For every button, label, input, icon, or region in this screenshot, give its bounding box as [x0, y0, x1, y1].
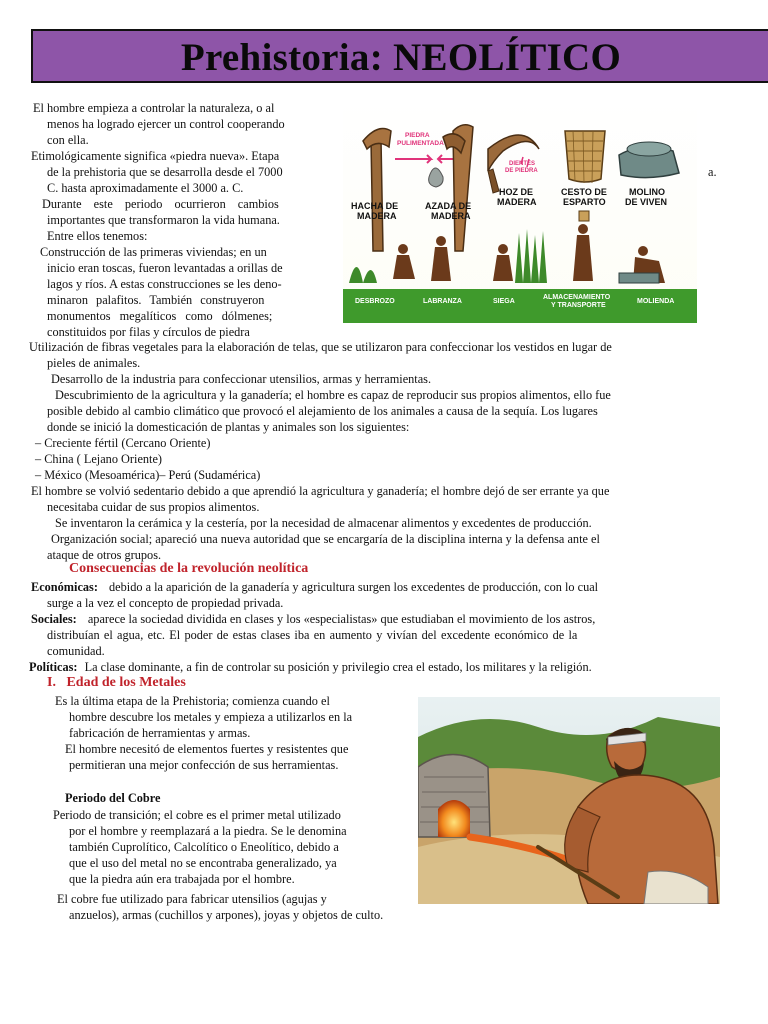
- economicas-text: debido a la aparición de la ganadería y agricultura surgen los excedentes de producción, con lo cual: [109, 580, 599, 594]
- strip-almacenamiento: ALMACENAMIENTO: [543, 294, 611, 301]
- cobre-line: también Cuprolítico, Calcolítico o Eneolítico, debido a: [69, 840, 339, 854]
- cobre-line: Periodo de transición; el cobre es el primer metal utilizado: [53, 808, 341, 822]
- intro-line: minaron palafitos. También construyeron: [47, 293, 265, 307]
- label-hacha: MADERA: [357, 211, 397, 221]
- politicas-text: La clase dominante, a fin de controlar su posición y privilegio crea el estado, los militares y la religión.: [84, 660, 592, 674]
- cobre-line: que el uso del metal no se encontraba generalizado, ya: [69, 856, 337, 870]
- label-molino: DE VIVEN: [625, 197, 668, 207]
- intro-line: de la prehistoria que se desarrolla desde el 7000: [47, 165, 283, 179]
- section-heading: Consecuencias de la revolución neolítica: [69, 561, 309, 576]
- metales-line: permitieran una mejor confección de sus herramientas.: [69, 758, 339, 772]
- intro-line: Construcción de las primeras viviendas; en un: [40, 245, 267, 259]
- label-sociales: Sociales:: [31, 612, 77, 626]
- body-line: Descubrimiento de la agricultura y la ganadería; el hombre es capaz de reproducir sus propios alimentos, ello fue: [55, 388, 611, 402]
- label-piedra: PIEDRA: [405, 132, 430, 139]
- intro-line: constituidos por filas y círculos de piedra: [47, 325, 250, 339]
- label-azada: AZADA DE: [425, 201, 472, 211]
- metales-line: fabricación de herramientas y armas.: [69, 726, 251, 740]
- intro-line: Etimológicamente significa «piedra nueva». Etapa: [31, 149, 280, 163]
- intro-line: con ella.: [47, 133, 89, 147]
- label-azada: MADERA: [431, 211, 471, 221]
- label-pulimentada: PULIMENTADA: [397, 140, 444, 147]
- strip-labranza: LABRANZA: [423, 298, 462, 305]
- body-line: El hombre se volvió sedentario debido a que aprendió la agricultura y ganadería; el hombre dejó de ser errante ya que: [31, 484, 610, 498]
- sociales-text: aparece la sociedad dividida en clases y los «especialistas» que estudiaban el movimiento de los astros,: [87, 612, 596, 626]
- label-hoz: HOZ DE: [499, 187, 534, 197]
- title-banner: [31, 29, 768, 83]
- strip-desbrozo: DESBROZO: [355, 298, 395, 305]
- intro-line: lagos y ríos. A estas construcciones se les deno-: [47, 277, 282, 291]
- cobre-line: que la piedra aún era trabajada por el hombre.: [69, 872, 295, 886]
- label-cesto: CESTO DE: [561, 187, 607, 197]
- subheading-cobre: Periodo del Cobre: [65, 791, 161, 805]
- label-de-piedra: DE PIEDRA: [505, 168, 538, 174]
- sociales-text: comunidad.: [47, 644, 105, 658]
- intro-line: Durante este periodo ocurrieron cambios: [42, 197, 279, 211]
- body-line: pieles de animales.: [47, 356, 141, 370]
- page-title: Prehistoria: NEOLÍTICO: [180, 36, 622, 79]
- label-dientes: DIENTES: [509, 161, 536, 167]
- label-hoz: MADERA: [497, 197, 537, 207]
- list-item: – México (Mesoamérica)– Perú (Sudamérica): [35, 468, 261, 482]
- sociales-text: distribuían el agua, etc. El poder de estas clases iba en aumento y vivían del excedente económico de la: [47, 628, 578, 642]
- body-line: donde se inició la domesticación de plantas y animales son los siguientes:: [47, 420, 410, 434]
- section-heading-metales: I. Edad de los Metales: [47, 675, 186, 690]
- intro-line: C. hasta aproximadamente el 3000 a. C.: [47, 181, 244, 195]
- body-line: Utilización de fibras vegetales para la elaboración de telas, que se utilizaron para confeccionar los vestidos en lugar de: [29, 340, 612, 354]
- intro-line: importantes que transformaron la vida humana.: [47, 213, 280, 227]
- copper-smelting-illustration: [418, 697, 720, 904]
- list-item: – Creciente fértil (Cercano Oriente): [35, 436, 211, 450]
- intro-line: inicio eran toscas, fueron levantadas a orillas de: [47, 261, 283, 275]
- metales-line: El hombre necesitó de elementos fuertes y resistentes que: [65, 742, 349, 756]
- intro-line: Entre ellos tenemos:: [47, 229, 148, 243]
- metales-line: Es la última etapa de la Prehistoria; comienza cuando el: [55, 694, 330, 708]
- body-line: Se inventaron la cerámica y la cestería, por la necesidad de almacenar alimentos y excedentes de producción.: [55, 516, 592, 530]
- economicas-text: surge a la vez el concepto de propiedad privada.: [47, 596, 284, 610]
- label-economicas: Económicas:: [31, 580, 98, 594]
- label-politicas: Políticas:: [29, 660, 78, 674]
- metales-line: hombre descubre los metales y empieza a utilizarlos en la: [69, 710, 353, 724]
- label-cesto: ESPARTO: [563, 197, 606, 207]
- strip-siega: SIEGA: [493, 298, 515, 305]
- intro-line: El hombre empieza a controlar la naturaleza, o al: [33, 101, 275, 115]
- list-item: – China ( Lejano Oriente): [35, 452, 163, 466]
- body-line: Organización social; apareció una nueva autoridad que se encargaría de la disciplina interna y la defensa ante el: [51, 532, 600, 546]
- intro-line: menos ha logrado ejercer un control cooperando: [47, 117, 285, 131]
- strip-molienda: MOLIENDA: [637, 298, 675, 305]
- intro-line: monumentos megalíticos como dólmenes;: [47, 309, 273, 323]
- neolithic-tools-illustration: [343, 101, 697, 323]
- label-hacha: HACHA DE: [351, 201, 399, 211]
- cobre-line: anzuelos), armas (cuchillos y arpones), joyas y objetos de culto.: [69, 908, 384, 922]
- body-line: necesitaba cuidar de sus propios alimentos.: [47, 500, 260, 514]
- cobre-line: El cobre fue utilizado para fabricar utensilios (agujas y: [57, 892, 327, 906]
- body-line: ataque de otros grupos.: [47, 548, 162, 562]
- cobre-line: por el hombre y reemplazará a la piedra. Se le denomina: [69, 824, 347, 838]
- intro-line-tail: a.: [708, 165, 717, 179]
- label-molino: MOLINO: [629, 187, 665, 197]
- body-line: posible debido al cambio climático que provocó el alejamiento de los animales a causa de la sequía. Los lugares: [47, 404, 598, 418]
- body-line: Desarrollo de la industria para confeccionar utensilios, armas y herramientas.: [51, 372, 432, 386]
- strip-transporte: Y TRANSPORTE: [551, 302, 606, 309]
